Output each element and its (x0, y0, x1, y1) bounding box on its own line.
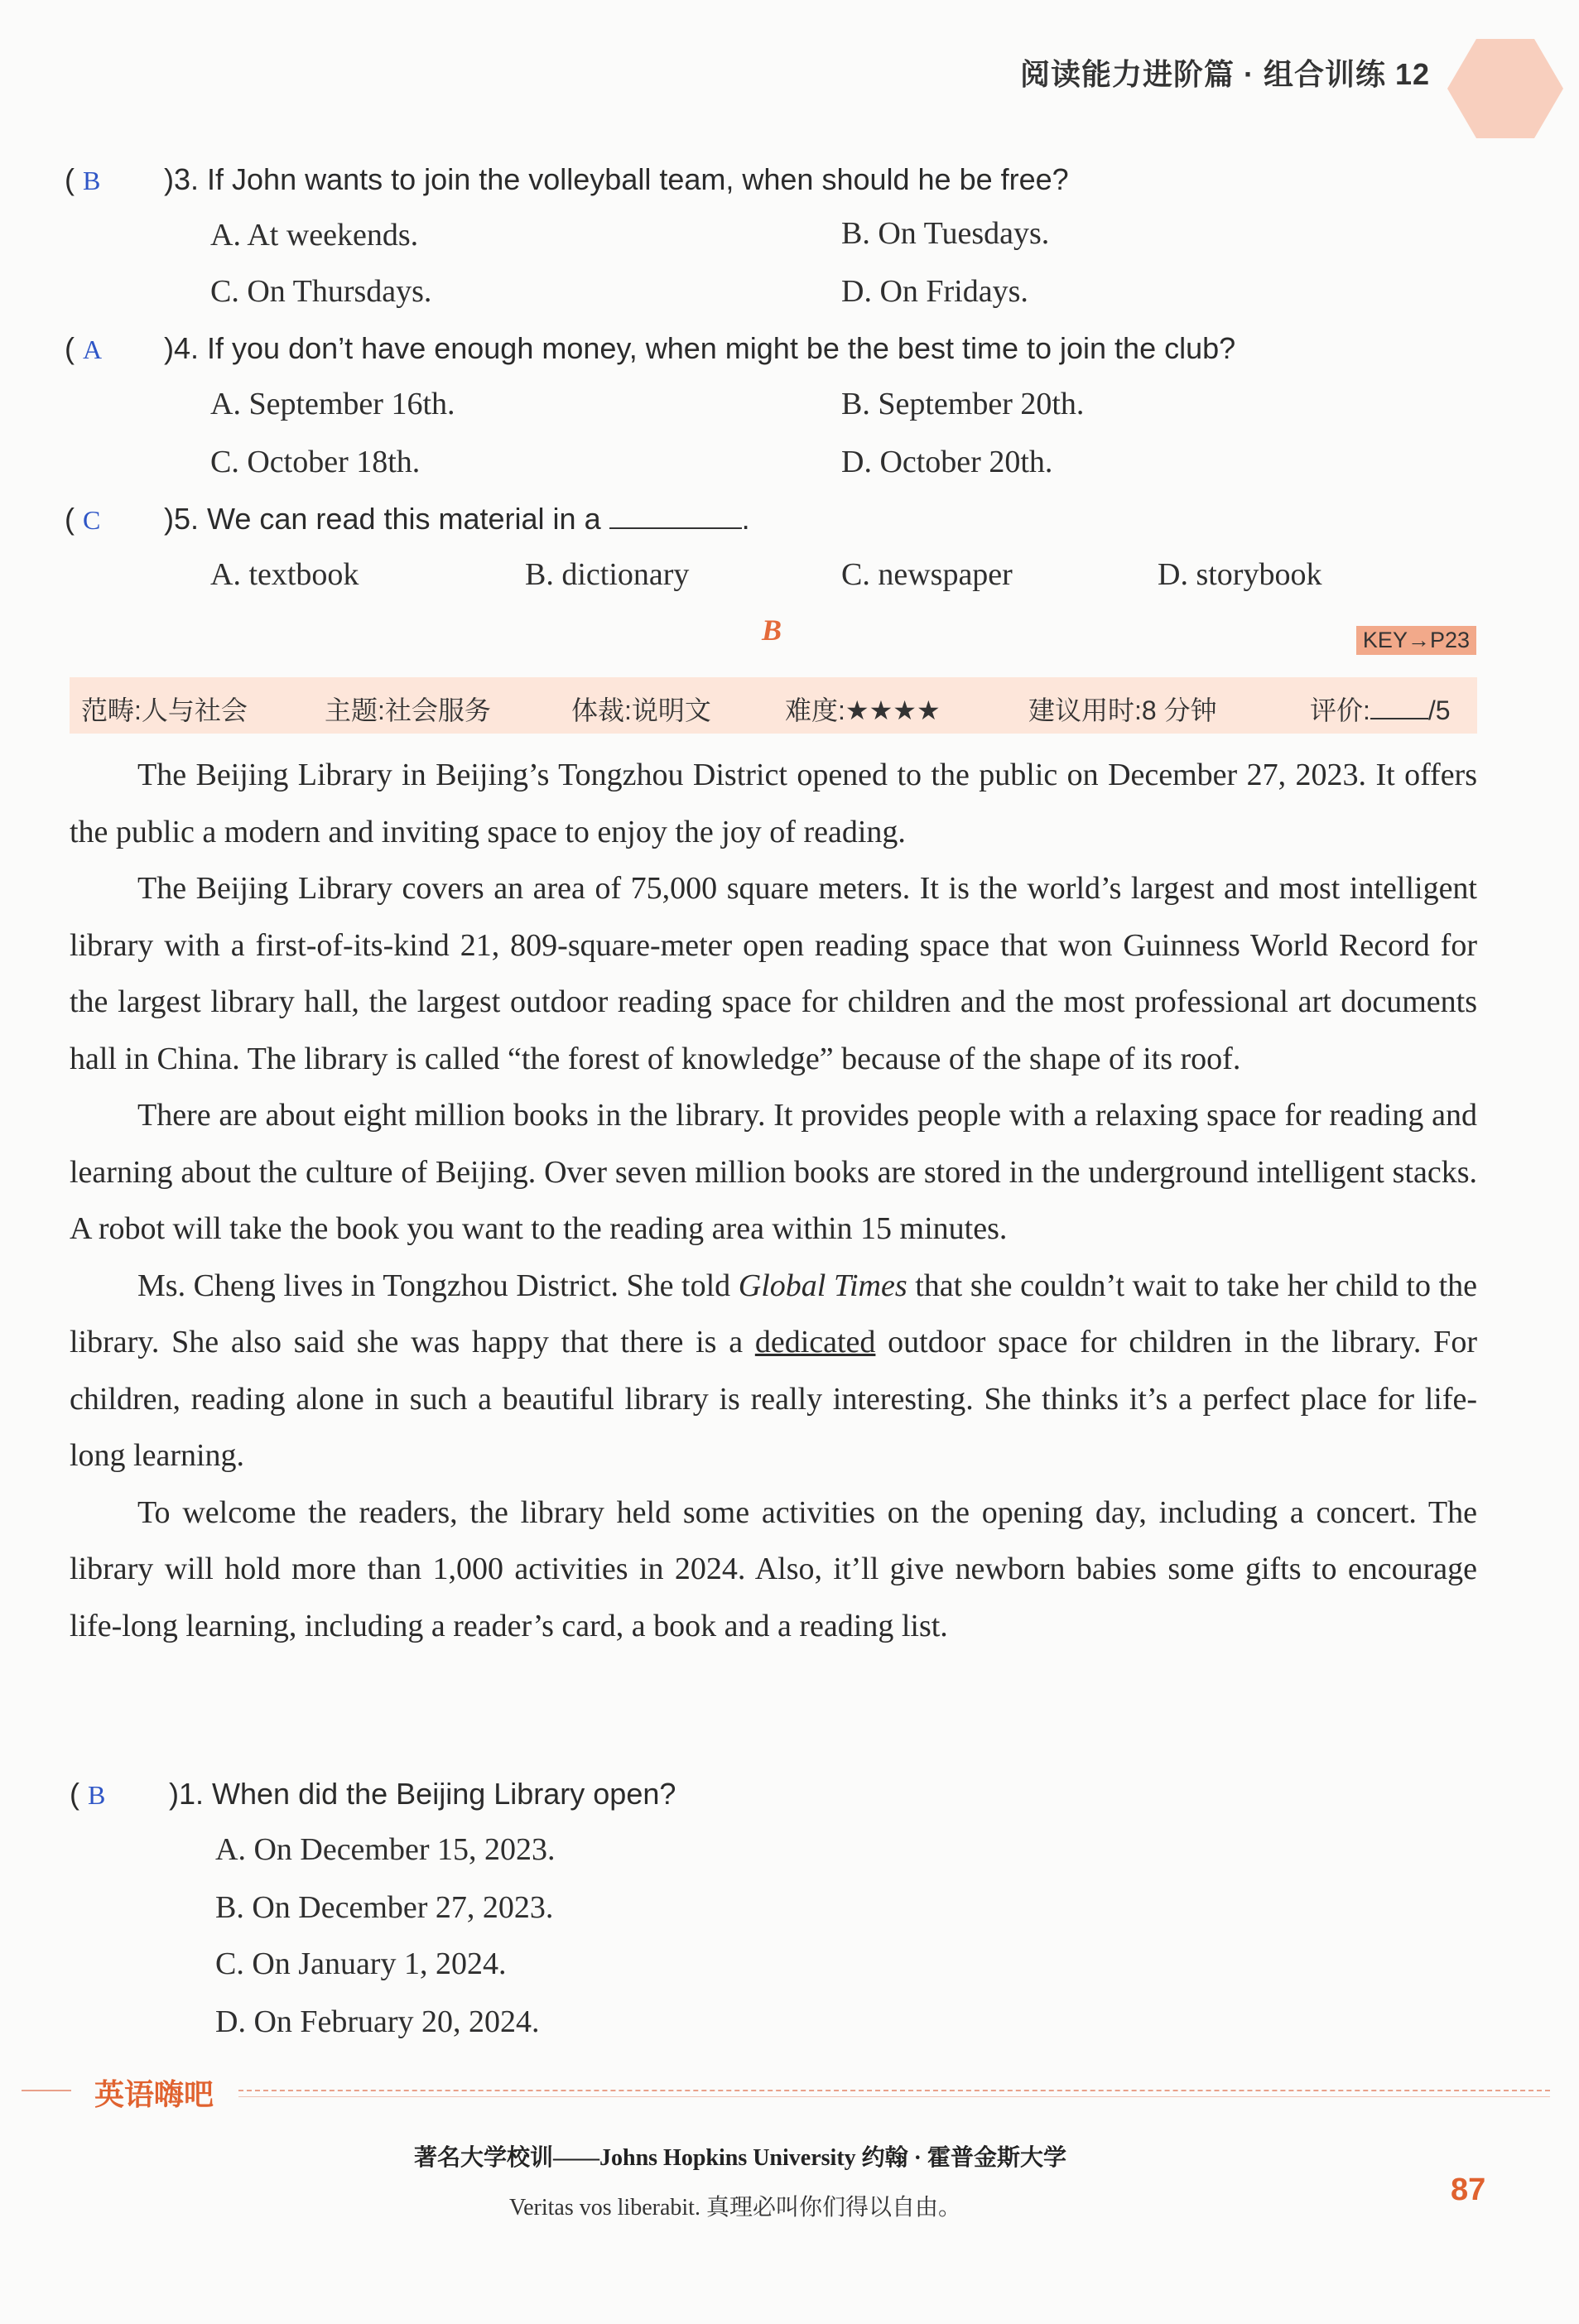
rating-blank (1370, 695, 1428, 719)
option-a: A. textbook (210, 557, 359, 592)
paragraph-1: The Beijing Library in Beijing’s Tongzhou District opened to the public on December 27, 2023. It offers the public a modern and inviting space to enjoy the joy of reading. (70, 758, 1477, 849)
paragraph-3: There are about eight million books in the library. It provides people with a relaxing space for reading and learning about the culture of Beijing. Over seven million books are stored in the underground intelligent stacks. A robot will take the book you want to the reading area within 15 minutes. (70, 1098, 1477, 1246)
option-a: A. At weekends. (210, 218, 419, 253)
answer-b1: B (88, 1780, 106, 1810)
question-text-end: . (741, 502, 750, 536)
question-b1: ( B )1. When did the Beijing Library open? (70, 1777, 676, 1811)
p4-text-c: outdoor space for children in the library. For children, reading alone in such a beautiful library is really interesting. She thinks it’s a perfect place for life-long learning. (70, 1325, 1477, 1473)
question-3: ( B )3. If John wants to join the volleyball team, when should he be free? (65, 162, 1069, 196)
answer-q5: C (83, 505, 101, 535)
option-b: B. On December 27, 2023. (215, 1890, 554, 1925)
rating-label: 评价: (1310, 695, 1370, 725)
answer-q3: B (83, 166, 101, 195)
meta-theme: 主题:社会服务 (325, 695, 491, 725)
underlined-word: dedicated (754, 1325, 876, 1359)
option-a: A. On December 15, 2023. (215, 1832, 556, 1867)
question-number: )5. (164, 502, 200, 536)
section-b-label: B (762, 613, 782, 647)
question-text: If John wants to join the volleyball team, when should he be free? (207, 162, 1069, 196)
question-number: )4. (164, 331, 200, 365)
option-c: C. October 18th. (210, 445, 421, 479)
option-a: A. September 16th. (210, 387, 455, 421)
meta-time: 建议用时:8 分钟 (1028, 695, 1217, 725)
footer-divider-thin (238, 2096, 1550, 2097)
question-text: When did the Beijing Library open? (212, 1777, 676, 1811)
option-d: D. On Fridays. (841, 274, 1028, 309)
page-number: 87 (1451, 2172, 1486, 2207)
footer-divider (238, 2090, 1550, 2091)
footer-label: 英语嗨吧 (94, 2077, 214, 2111)
question-5: ( C )5. We can read this material in a . (65, 502, 750, 536)
meta-bar (70, 677, 1477, 734)
paragraph-2: The Beijing Library covers an area of 75,000 square meters. It is the world’s largest and most intelligent library with a first-of-its-kind 21, 809-square-meter open reading space that won Guinness World Record for the largest library hall, the largest outdoor reading space for children and the most professional art documents hall in China. The library is called “the forest of knowledge” because of the shape of its roof. (70, 871, 1477, 1076)
option-c: C. On January 1, 2024. (215, 1946, 507, 1981)
question-number: )3. (164, 162, 200, 196)
option-d: D. storybook (1158, 557, 1322, 592)
option-d: D. On February 20, 2024. (215, 2004, 540, 2039)
hexagon-decoration-icon (1443, 35, 1567, 142)
option-b: B. September 20th. (841, 387, 1085, 421)
option-c: C. newspaper (841, 557, 1013, 592)
question-number: )1. (169, 1777, 205, 1811)
option-c: C. On Thursdays. (210, 274, 432, 309)
meta-genre: 体裁:说明文 (571, 695, 711, 725)
footer-divider-left (22, 2090, 71, 2091)
p4-text-a: Ms. Cheng lives in Tongzhou District. She told (137, 1268, 739, 1303)
question-text: If you don’t have enough money, when might be the best time to join the club? (207, 331, 1236, 365)
meta-scope: 范畴:人与社会 (81, 695, 248, 725)
newspaper-title: Global Times (738, 1268, 907, 1303)
paragraph-4 (70, 1258, 1477, 1484)
question-text: We can read this material in a (207, 502, 601, 536)
meta-rating (1310, 690, 1451, 728)
meta-difficulty: 难度:★★★★ (785, 695, 941, 725)
option-b: B. dictionary (525, 557, 690, 592)
motto-latin: Veritas vos liberabit. 真理必叫你们得以自由。 (509, 2195, 961, 2221)
university-motto: 著名大学校训——Johns Hopkins University 约翰 · 霍普金斯大学 (414, 2145, 1066, 2171)
p4-text-b: that she couldn’t wait to take her child to the library. She also said she was happy that there is a (70, 1268, 1478, 1359)
rating-total: /5 (1427, 695, 1451, 725)
paragraph-5: To welcome the readers, the library held some activities on the opening day, including a concert. The library will hold more than 1,000 activities in 2024. Also, it’ll give newborn babies some gifts to encourage life-long learning, including a reader’s card, a book and a reading list. (70, 1494, 1477, 1643)
answer-key-reference: KEY→P23 (1356, 626, 1476, 655)
reading-passage (70, 747, 1477, 1654)
option-d: D. October 20th. (841, 445, 1053, 479)
answer-blank (609, 503, 742, 529)
question-4: ( A )4. If you don’t have enough money, when might be the best time to join the club? (65, 331, 1236, 365)
page-header-title: 阅读能力进阶篇 · 组合训练 12 (1019, 57, 1430, 91)
answer-q4: A (83, 334, 103, 364)
option-b: B. On Tuesdays. (841, 216, 1050, 251)
